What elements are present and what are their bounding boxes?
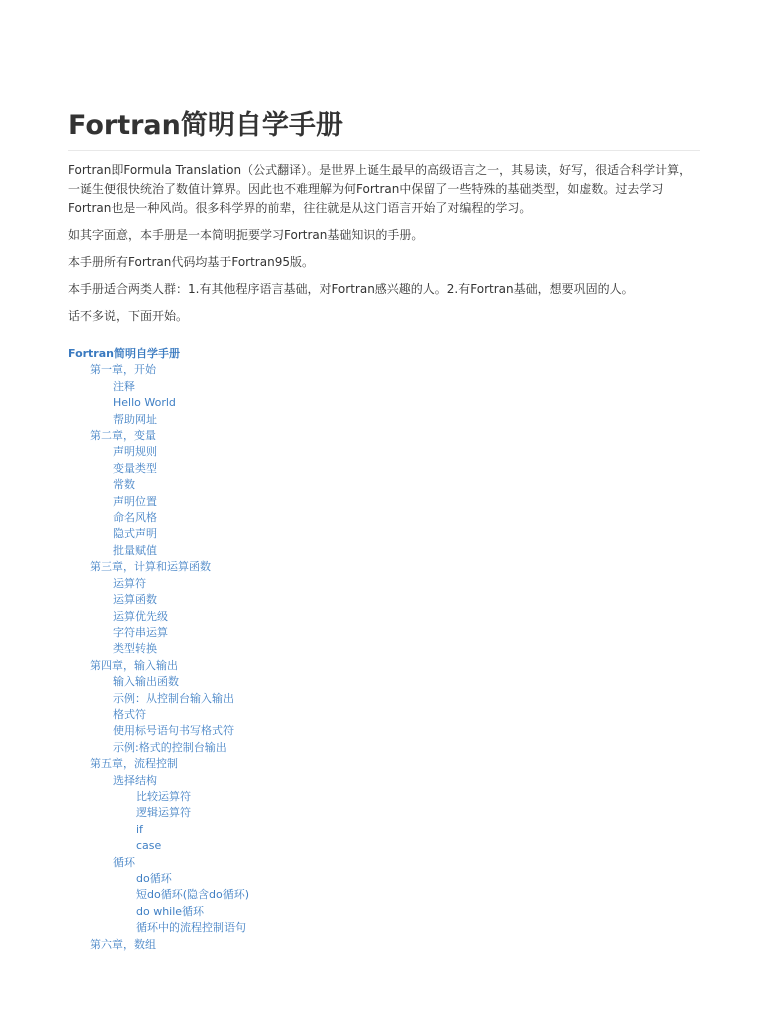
toc-link[interactable]: 第二章，变量 (90, 429, 156, 443)
toc-link[interactable]: 注释 (113, 379, 135, 393)
version-paragraph: 本手册所有Fortran代码均基于Fortran95版。 (68, 255, 314, 269)
start-paragraph: 话不多说，下面开始。 (68, 309, 189, 323)
toc-list (68, 362, 700, 953)
toc-link[interactable]: 运算函数 (113, 593, 157, 607)
toc-link[interactable]: 比较运算符 (136, 789, 191, 803)
toc-link[interactable]: 命名风格 (113, 511, 157, 525)
toc-link[interactable]: 变量类型 (113, 461, 157, 475)
toc-link[interactable]: case (136, 839, 162, 853)
toc-link[interactable]: 帮助网址 (113, 412, 157, 426)
toc-link[interactable]: 示例:格式的控制台输出 (113, 740, 227, 754)
toc-link[interactable]: 声明位置 (113, 494, 157, 508)
toc-link[interactable]: 运算符 (113, 576, 146, 590)
toc-root-link[interactable]: Fortran简明自学手册 (68, 347, 180, 360)
toc-link[interactable]: 使用标号语句书写格式符 (113, 724, 234, 738)
toc-link[interactable]: Hello World (113, 396, 176, 410)
purpose-paragraph: 如其字面意，本手册是一本简明扼要学习Fortran基础知识的手册。 (68, 228, 424, 242)
toc-link[interactable]: 运算优先级 (113, 609, 168, 623)
toc-link[interactable]: 示例：从控制台输入输出 (113, 691, 234, 705)
toc-link[interactable]: 循环 (113, 855, 135, 869)
toc-link[interactable]: 短do循环(隐含do循环) (136, 888, 250, 902)
table-of-contents (68, 346, 700, 953)
toc-link[interactable]: 类型转换 (113, 642, 157, 656)
toc-link[interactable]: 输入输出函数 (113, 675, 179, 689)
intro-paragraph: Fortran即Formula Translation（公式翻译）。是世界上诞生最早的高级语言之一，其易读，好写，很适合科学计算，一诞生便很快统治了数值计算界。因此也不难理解为何Fortran中保留了一些特殊的基础类型，如虚数。过去学习Fortran也是一种风尚。很多科学界的前辈，往往就是从这门语言开始了对编程的学习。 (68, 163, 692, 215)
toc-link[interactable]: 隐式声明 (113, 527, 157, 541)
toc-link[interactable]: 第五章，流程控制 (90, 757, 178, 771)
toc-link[interactable]: 选择结构 (113, 773, 157, 787)
toc-link[interactable]: 批量赋值 (113, 543, 157, 557)
document-page (68, 108, 700, 953)
toc-link[interactable]: 循环中的流程控制语句 (136, 921, 246, 935)
toc-link[interactable]: 第六章，数组 (90, 937, 156, 951)
audience-paragraph: 本手册适合两类人群：1.有其他程序语言基础，对Fortran感兴趣的人。2.有Fortran基础，想要巩固的人。 (68, 282, 634, 296)
toc-link[interactable]: if (136, 822, 143, 836)
toc-link[interactable]: 字符串运算 (113, 625, 168, 639)
toc-link[interactable]: 逻辑运算符 (136, 806, 191, 820)
toc-link[interactable]: 第一章，开始 (90, 363, 156, 377)
toc-link[interactable]: 常数 (113, 478, 135, 492)
toc-link[interactable]: 格式符 (113, 707, 146, 721)
page-title: Fortran简明自学手册 (68, 108, 700, 151)
toc-link[interactable]: 第四章，输入输出 (90, 658, 178, 672)
toc-link[interactable]: 声明规则 (113, 445, 157, 459)
toc-link[interactable]: do循环 (136, 872, 172, 885)
toc-link[interactable]: do while循环 (136, 904, 205, 918)
toc-link[interactable]: 第三章，计算和运算函数 (90, 560, 211, 574)
